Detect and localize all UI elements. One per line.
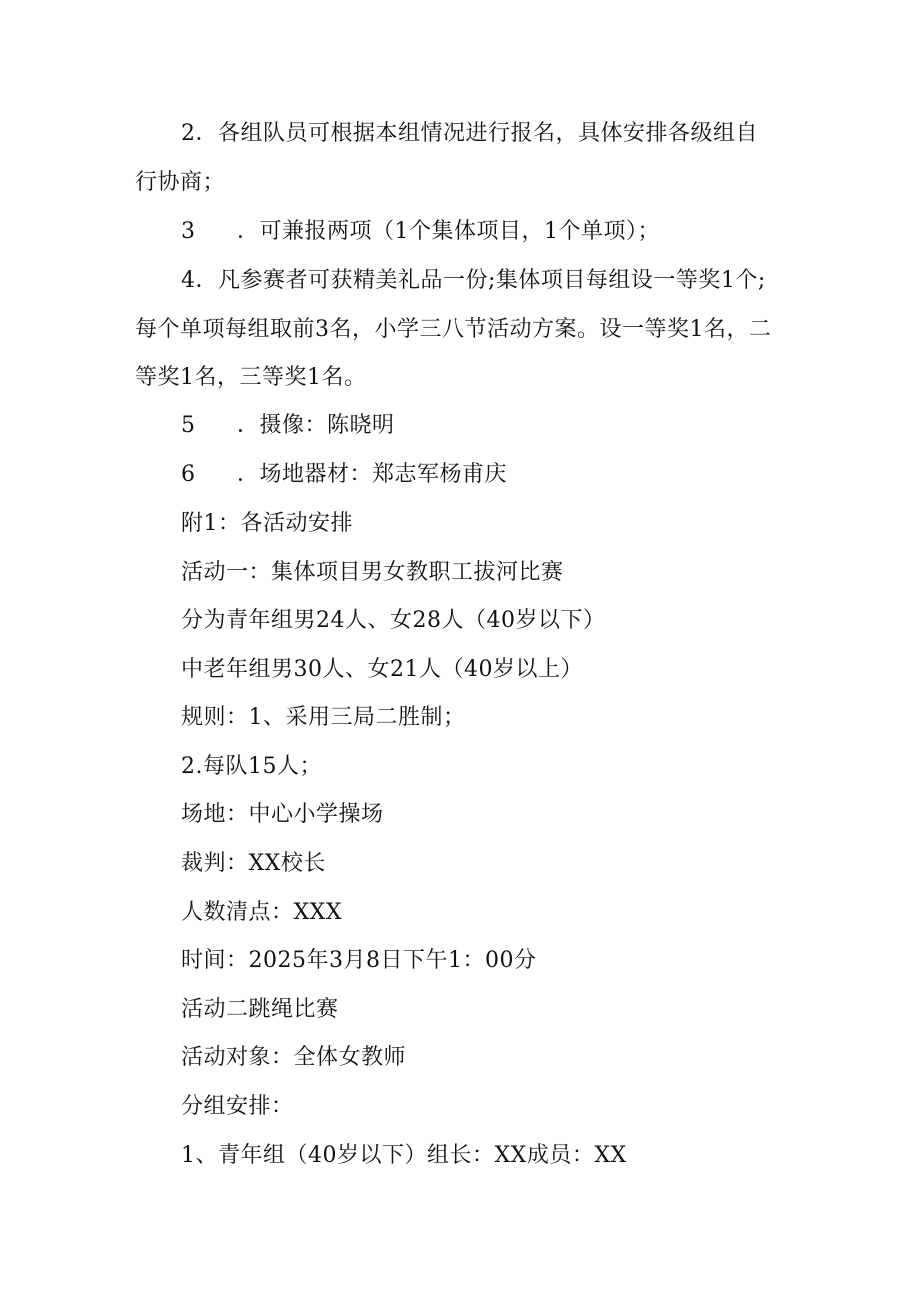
list-item-text: ．可兼报两项（1个集体项目，1个单项）； bbox=[237, 219, 660, 244]
paragraph-line: 活动对象：全体女教师 bbox=[181, 1045, 407, 1070]
paragraph-line: 规则：1、采用三局二胜制； bbox=[181, 705, 466, 730]
paragraph-line: 行协商； bbox=[135, 170, 226, 195]
paragraph-line: 分组安排： bbox=[181, 1094, 294, 1119]
paragraph-line: 分为青年组男24人、女28人（40岁以下） bbox=[181, 608, 606, 633]
paragraph-line: 4．凡参赛者可获精美礼品一份;集体项目每组设一等奖1个; bbox=[181, 268, 766, 293]
paragraph-line: 1、青年组（40岁以下）组长：XX成员：XX bbox=[181, 1143, 627, 1168]
paragraph-line: 时间：2025年3月8日下午1：00分 bbox=[181, 948, 537, 973]
paragraph-line: 场地：中心小学操场 bbox=[181, 802, 384, 827]
list-item-text: ．摄像：陈晓明 bbox=[237, 413, 395, 438]
list-item-number: 6 bbox=[181, 462, 196, 487]
list-item-6 bbox=[181, 460, 841, 490]
paragraph-line: 人数清点：XXX bbox=[181, 900, 342, 925]
paragraph-line: 裁判：XX校长 bbox=[181, 851, 326, 876]
list-item-number: 5 bbox=[181, 413, 196, 438]
list-item-text: ．场地器材：郑志军杨甫庆 bbox=[237, 462, 508, 487]
paragraph-line: 等奖1名，三等奖1名。 bbox=[135, 365, 367, 390]
paragraph-line: 每个单项每组取前3名，小学三八节活动方案。设一等奖1名，二 bbox=[135, 317, 772, 342]
paragraph-line: 中老年组男30人、女21人（40岁以上） bbox=[181, 657, 583, 682]
paragraph-line: 2.每队15人； bbox=[181, 754, 322, 779]
activity-title: 活动一：集体项目男女教职工拔河比赛 bbox=[181, 560, 564, 585]
activity-title: 活动二跳绳比赛 bbox=[181, 997, 339, 1022]
list-item-5 bbox=[181, 411, 841, 441]
list-item-number: 3 bbox=[181, 219, 196, 244]
section-heading: 附1：各活动安排 bbox=[181, 511, 353, 536]
paragraph-line: 2．各组队员可根据本组情况进行报名，具体安排各级组自 bbox=[181, 121, 758, 146]
list-item-3 bbox=[181, 217, 841, 247]
